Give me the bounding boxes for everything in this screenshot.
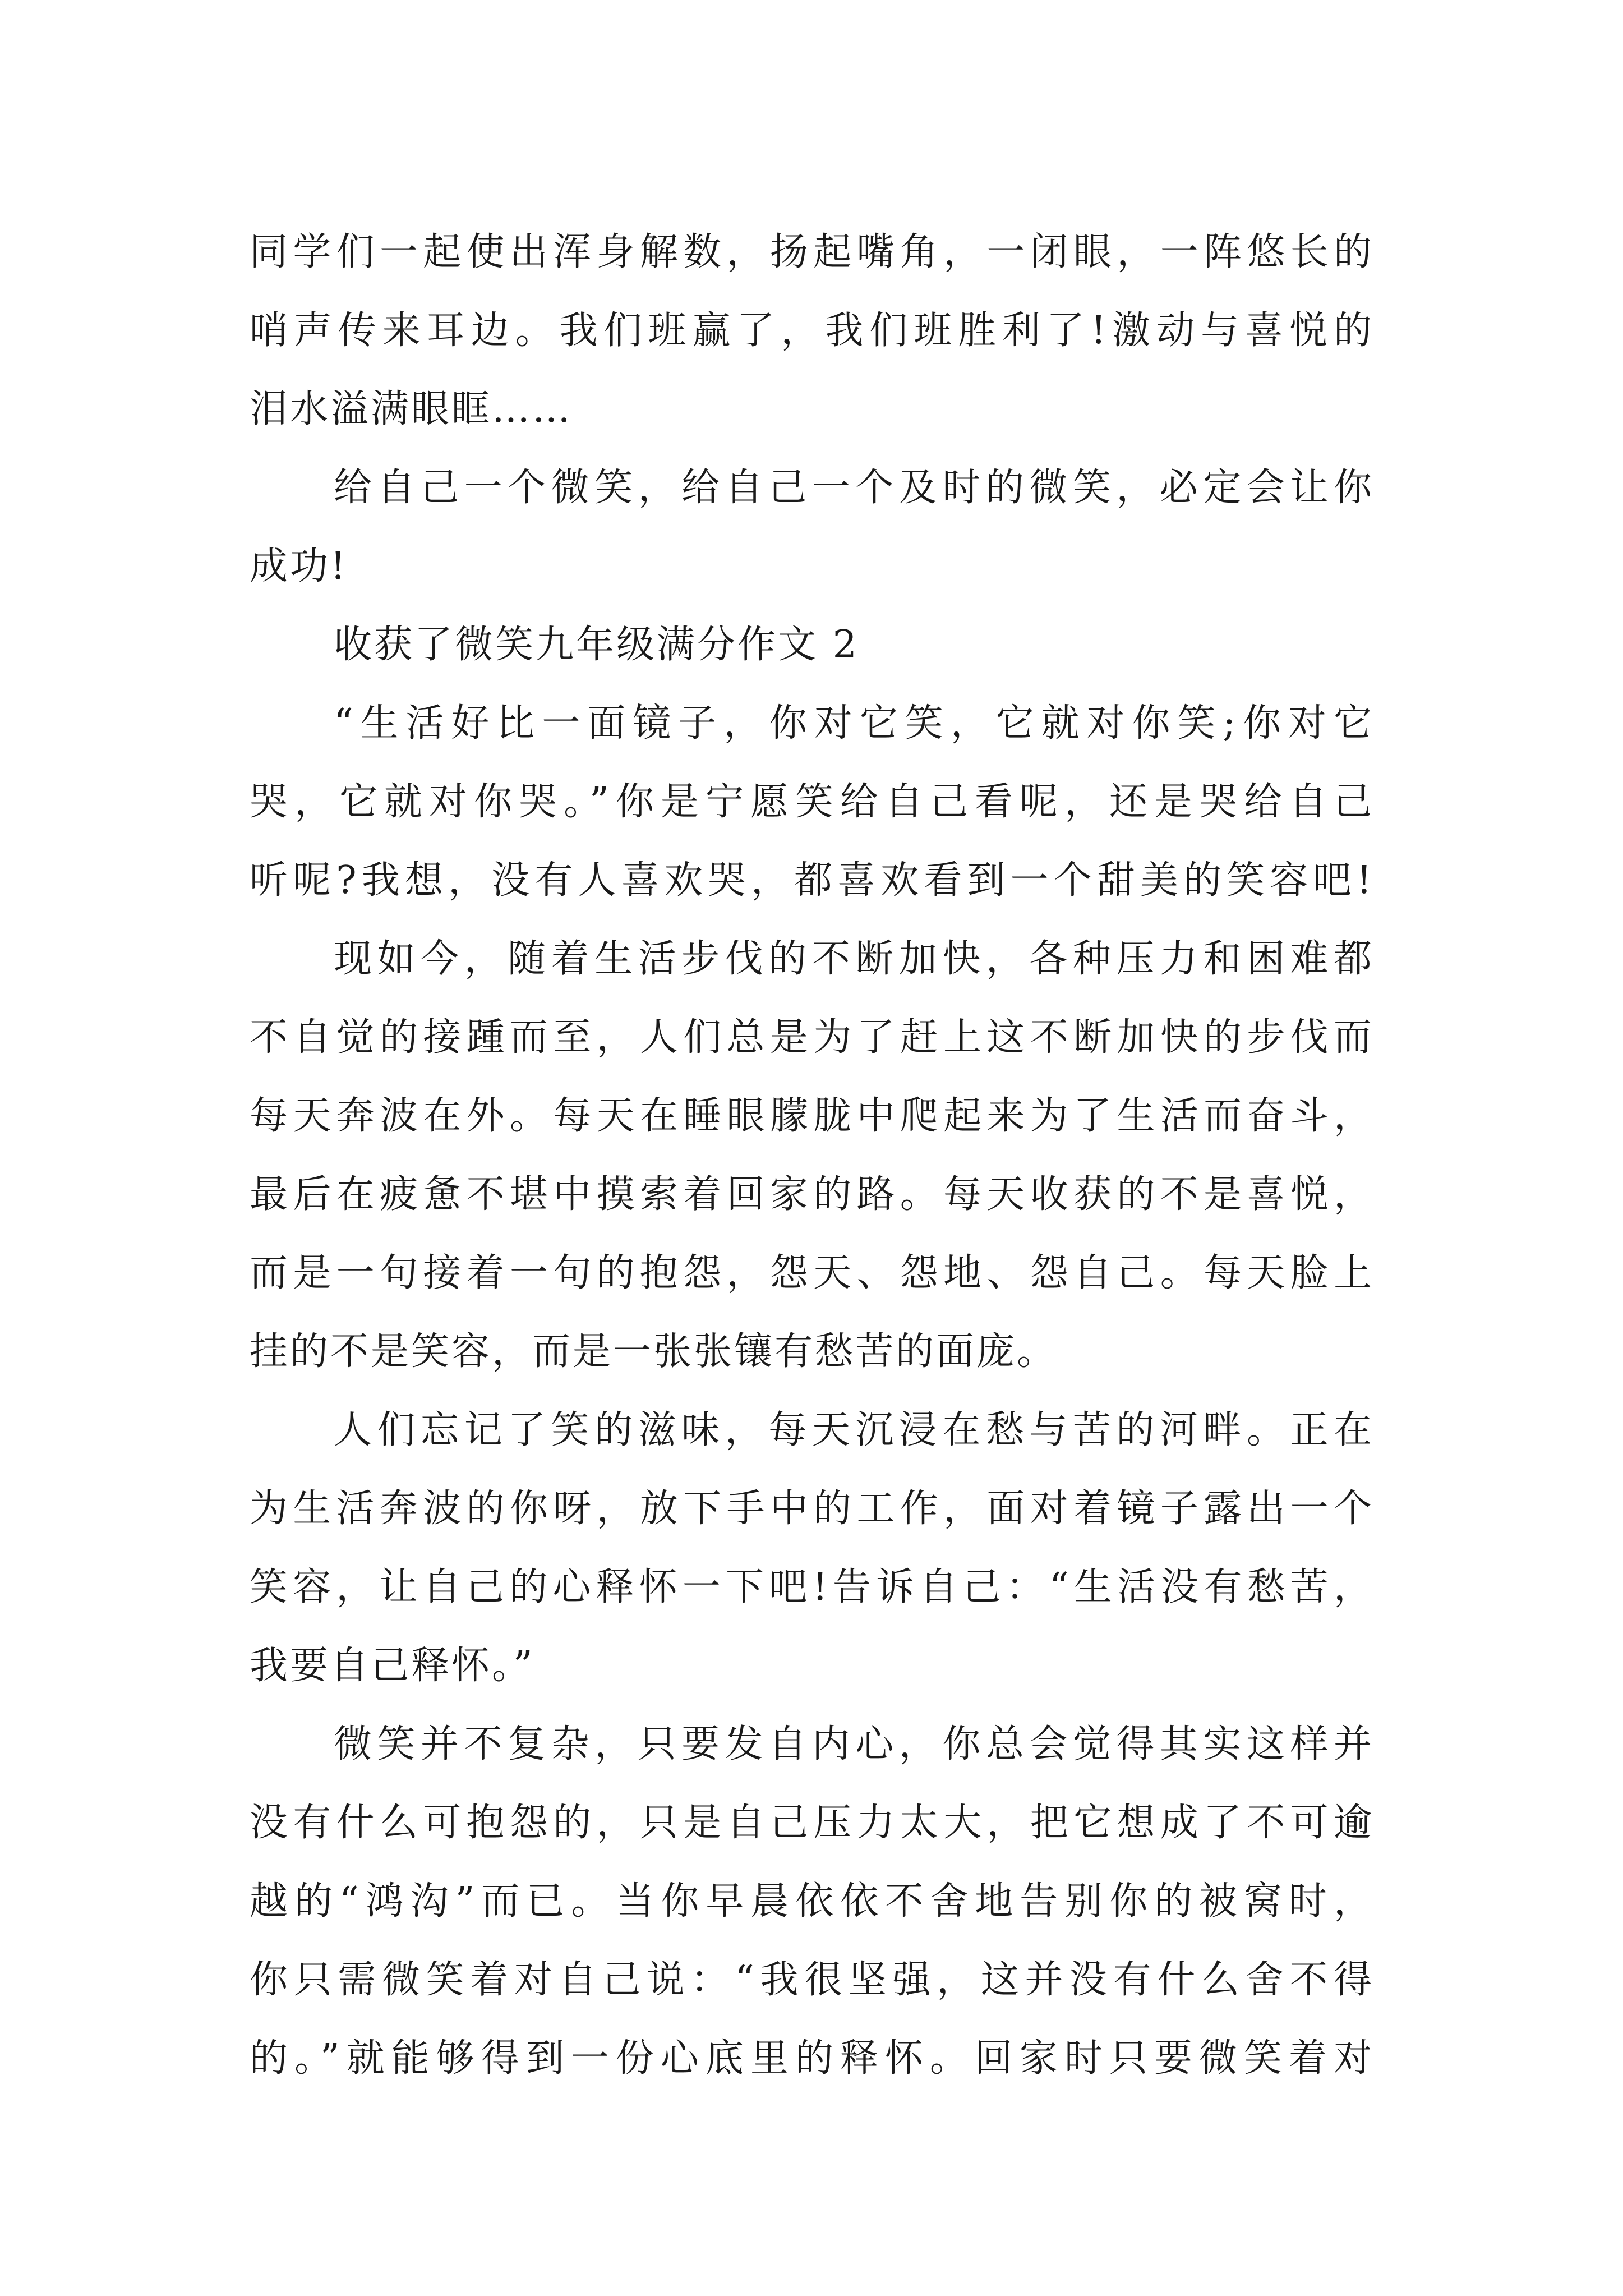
paragraph-4 <box>250 920 1374 1391</box>
text-line: 笑容，让自己的心释怀一下吧!告诉自己：“生活没有愁苦， <box>250 1565 1374 1609</box>
text-line: 而是一句接着一句的抱怨，怨天、怨地、怨自己。每天脸上 <box>250 1251 1374 1295</box>
text-line: 哨声传来耳边。我们班赢了，我们班胜利了!激动与喜悦的 <box>250 309 1374 353</box>
text-line: 现如今，随着生活步伐的不断加快，各种压力和困难都 <box>334 937 1374 981</box>
text-line: 我要自己释怀。” <box>250 1644 535 1688</box>
heading-line: 收获了微笑九年级满分作文 2 <box>334 623 859 667</box>
text-line: 泪水溢满眼眶…… <box>250 387 573 431</box>
paragraph-5 <box>250 1391 1374 1705</box>
text-line: 同学们一起使出浑身解数，扬起嘴角，一闭眼，一阵悠长的 <box>250 230 1374 274</box>
document-body <box>250 213 1374 2098</box>
text-line: 最后在疲惫不堪中摸索着回家的路。每天收获的不是喜悦， <box>250 1172 1374 1217</box>
text-line: 人们忘记了笑的滋味，每天沉浸在愁与苦的河畔。正在 <box>334 1408 1374 1452</box>
text-line: 成功! <box>250 544 348 588</box>
paragraph-3 <box>250 684 1374 920</box>
text-line: 越的“鸿沟”而已。当你早晨依依不舍地告别你的被窝时， <box>250 1879 1374 1924</box>
text-line: “生活好比一面镜子，你对它笑，它就对你笑;你对它 <box>334 701 1374 746</box>
paragraph-2 <box>250 449 1374 606</box>
text-line: 挂的不是笑容，而是一张张镶有愁苦的面庞。 <box>250 1329 1058 1374</box>
text-line: 没有什么可抱怨的，只是自己压力太大，把它想成了不可逾 <box>250 1801 1374 1845</box>
text-line: 听呢?我想，没有人喜欢哭，都喜欢看到一个甜美的笑容吧! <box>250 858 1374 903</box>
paragraph-6 <box>250 1705 1374 2098</box>
text-line: 的。”就能够得到一份心底里的释怀。回家时只要微笑着对 <box>250 2036 1374 2081</box>
text-line: 为生活奔波的你呀，放下手中的工作，面对着镜子露出一个 <box>250 1487 1374 1531</box>
paragraph-1 <box>250 213 1374 449</box>
text-line: 每天奔波在外。每天在睡眼朦胧中爬起来为了生活而奋斗， <box>250 1094 1374 1138</box>
text-line: 不自觉的接踵而至，人们总是为了赶上这不断加快的步伐而 <box>250 1015 1374 1060</box>
text-line: 微笑并不复杂，只要发自内心，你总会觉得其实这样并 <box>334 1722 1374 1766</box>
text-line: 给自己一个微笑，给自己一个及时的微笑，必定会让你 <box>334 466 1374 510</box>
text-line: 你只需微笑着对自己说：“我很坚强，这并没有什么舍不得 <box>250 1958 1374 2002</box>
section-heading <box>250 606 1374 684</box>
text-line: 哭，它就对你哭。”你是宁愿笑给自己看呢，还是哭给自己 <box>250 780 1374 824</box>
